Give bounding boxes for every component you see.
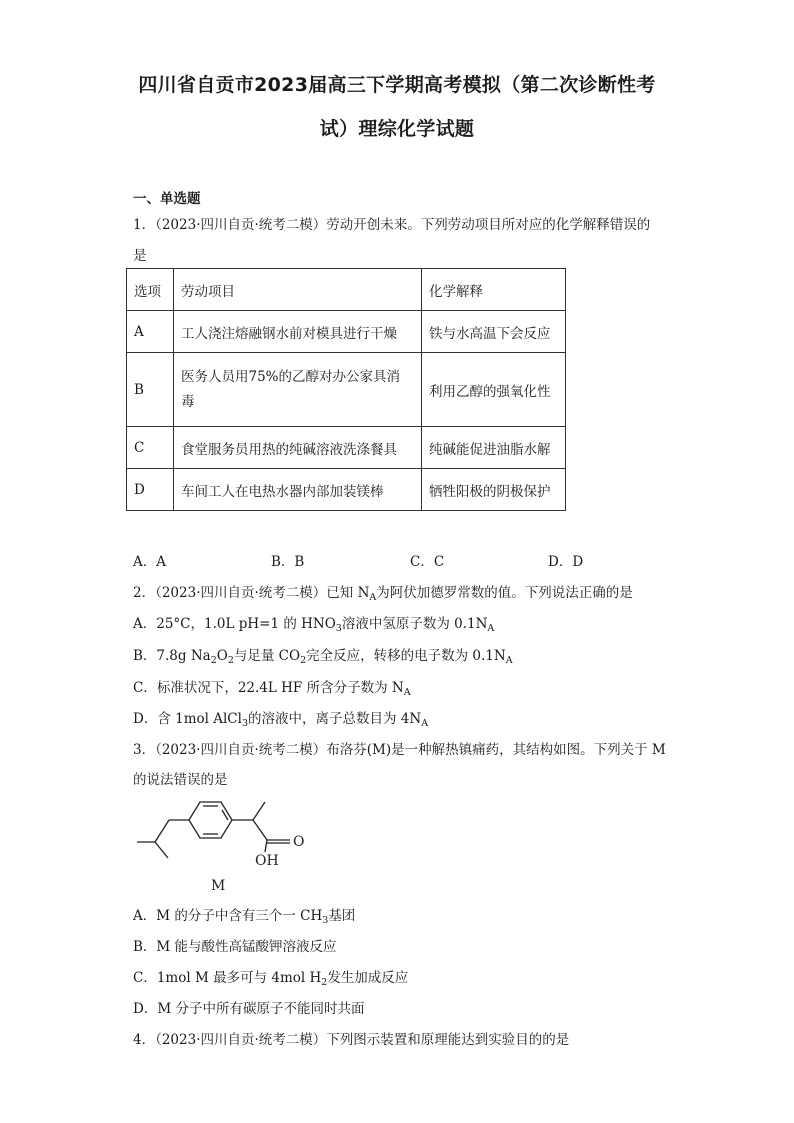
q3-stem-line1: 3．（2023·四川自贡·统考二模）布洛芬(M)是一种解热镇痛药，其结构如图。下列关于 M <box>133 742 666 758</box>
page-title-line2: 试）理综化学试题 <box>319 118 475 140</box>
q4-stem: 4．（2023·四川自贡·统考二模）下列图示装置和原理能达到实验目的的是 <box>133 1032 570 1048</box>
table-cell-item: 工人浇注熔融钢水前对模具进行干燥 <box>174 311 422 353</box>
q3-stem-line2: 的说法错误的是 <box>133 772 228 788</box>
table-row <box>127 427 566 469</box>
table-cell-item-line1: 医务人员用75%的乙醇对办公家具消 <box>181 368 401 385</box>
table-header-cell: 选项 <box>127 269 174 311</box>
table-cell-item-line2: 毒 <box>181 393 195 410</box>
table-cell-option: D <box>127 469 174 511</box>
q3-option-b: B．M 能与酸性高锰酸钾溶液反应 <box>133 939 337 955</box>
table-cell-item: 食堂服务员用热的纯碱溶液洗涤餐具 <box>174 427 422 469</box>
table-header-cell: 化学解释 <box>422 269 566 311</box>
table-cell-explanation: 铁与水高温下会反应 <box>422 311 566 353</box>
q2-option-d: D．含 1mol AlCl$_3$的溶液中，离子总数目为 $4N_A$ <box>133 711 429 729</box>
q2-option-c: C．标准状况下，22.4L HF 所含分子数为 $N_A$ <box>133 680 411 698</box>
table-row <box>127 469 566 511</box>
table-cell-explanation: 牺牲阳极的阴极保护 <box>422 469 566 511</box>
table-header-row <box>127 269 566 311</box>
q1-stem-line2: 是 <box>133 248 147 264</box>
structure-oxygen-label: O <box>293 834 305 850</box>
page-title-line1: 四川省自贡市2023届高三下学期高考模拟（第二次诊断性考 <box>138 74 656 96</box>
q3-option-c: C．1mol M 最多可与 4mol $H_2$发生加成反应 <box>133 970 409 988</box>
q2-stem: 2．（2023·四川自贡·统考二模）已知 $N_A$为阿伏加德罗常数的值。下列说法正确的是 <box>133 585 633 603</box>
table-header-cell: 劳动项目 <box>174 269 422 311</box>
table-cell-option: A <box>127 311 174 353</box>
table-row <box>127 353 566 427</box>
q1-stem-line1: 1．（2023·四川自贡·统考二模）劳动开创未来。下列劳动项目所对应的化学解释错误的 <box>133 217 651 233</box>
q1-option-b: B．B <box>271 554 305 570</box>
q1-option-c: C．C <box>410 554 445 570</box>
q1-option-a: A．A <box>133 554 166 570</box>
q1-table <box>126 268 566 511</box>
q2-option-a: A．25°C，1.0L pH=1 的 $HNO_3$溶液中氢原子数为 $0.1N_A$ <box>133 616 495 634</box>
structure-compound-label: M <box>211 878 226 894</box>
table-cell-option: C <box>127 427 174 469</box>
table-cell-item <box>174 353 422 427</box>
q1-option-d: D．D <box>548 554 584 570</box>
table-row <box>127 311 566 353</box>
section-heading: 一、单选题 <box>133 191 201 207</box>
q3-option-d: D．M 分子中所有碳原子不能同时共面 <box>133 1001 365 1017</box>
table-cell-item: 车间工人在电热水器内部加装镁棒 <box>174 469 422 511</box>
q3-option-a: A．M 的分子中含有三个一 $CH_3$基团 <box>133 908 356 926</box>
table-cell-explanation: 利用乙醇的强氧化性 <box>422 353 566 427</box>
q2-option-b: B．7.8g $Na_2O_2$与足量 $CO_2$完全反应，转移的电子数为 $0.1N_A$ <box>133 648 513 666</box>
table-cell-explanation: 纯碱能促进油脂水解 <box>422 427 566 469</box>
table-cell-option: B <box>127 353 174 427</box>
structure-hydroxyl-label: OH <box>255 853 279 869</box>
ibuprofen-structure <box>125 790 325 895</box>
